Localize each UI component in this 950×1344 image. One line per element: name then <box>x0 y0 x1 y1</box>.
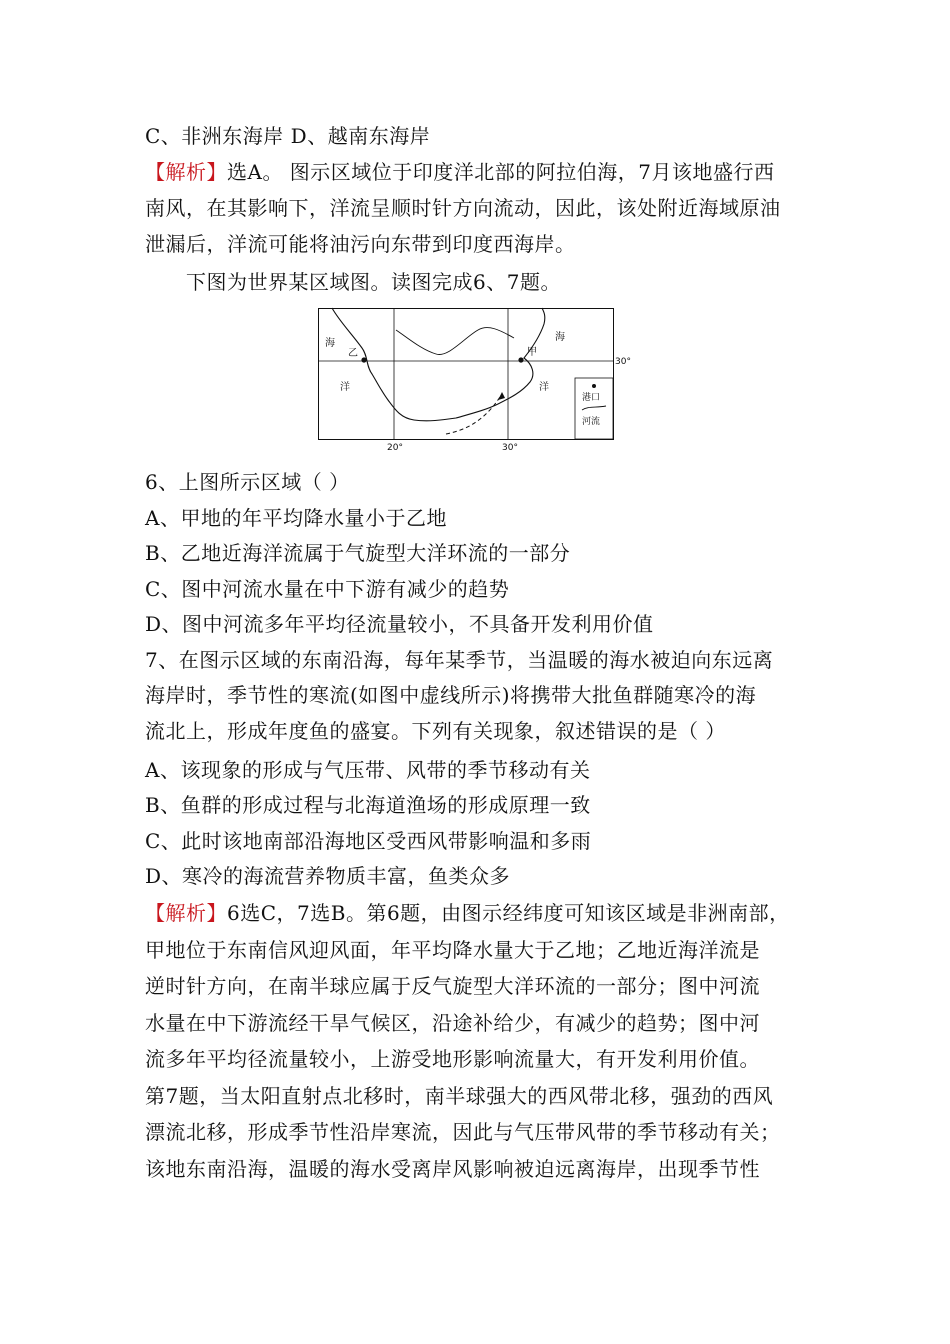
map-intro: 下图为世界某区域图。读图完成6、7题。 <box>186 270 561 294</box>
text-line: 泄漏后，洋流可能将油污向东带到印度西海岸。 <box>145 232 576 256</box>
sea-label-left-1: 海 <box>325 338 335 349</box>
sea-label-left-2: 洋 <box>340 382 350 393</box>
latitude-label: 30° <box>615 357 631 367</box>
option-line: B、鱼群的形成过程与北海道渔场的形成原理一致 <box>145 793 591 817</box>
option-line: C、此时该地南部沿海地区受西风带影响温和多雨 <box>145 829 592 853</box>
longitude-label-20: 20° <box>387 443 403 453</box>
analysis-tag: 【解析】 <box>145 901 227 925</box>
place-jia-label: 甲 <box>527 347 537 358</box>
analysis-tag: 【解析】 <box>145 160 227 184</box>
text-line: 甲地位于东南信风迎风面，年平均降水量大于乙地；乙地近海洋流是 <box>145 938 760 962</box>
text-line: 流多年平均径流量较小，上游受地形影响流量大，有开发利用价值。 <box>145 1047 760 1071</box>
cold-current <box>446 394 502 434</box>
region-map <box>318 308 631 453</box>
analysis-text: 6选C，7选B。第6题，由图示经纬度可知该区域是非洲南部， <box>227 901 790 925</box>
longitude-label-30: 30° <box>502 443 518 453</box>
place-jia-dot <box>518 357 523 362</box>
analysis-line <box>145 895 790 931</box>
option-line: B、乙地近海洋流属于气旋型大洋环流的一部分 <box>145 541 571 565</box>
option-line: A、甲地的年平均降水量小于乙地 <box>145 506 447 530</box>
option-line: A、该现象的形成与气压带、风带的季节移动有关 <box>145 758 591 782</box>
coastline <box>332 308 545 421</box>
sea-label-right-1: 海 <box>555 332 565 343</box>
text-line: 漂流北移，形成季节性沿岸寒流，因此与气压带风带的季节移动有关； <box>145 1120 781 1144</box>
legend-port-dot <box>592 384 596 388</box>
region-map-svg <box>318 308 631 454</box>
option-line: D、图中河流多年平均径流量较小，不具备开发利用价值 <box>145 612 654 636</box>
place-yi-dot <box>361 357 366 362</box>
river <box>396 328 514 355</box>
text-line: 该地东南沿海，温暖的海水受离岸风影响被迫远离海岸，出现季节性 <box>145 1157 760 1181</box>
question-7: 7、在图示区域的东南沿海，每年某季节，当温暖的海水被迫向东远离 <box>145 648 774 672</box>
option-line: C、图中河流水量在中下游有减少的趋势 <box>145 577 510 601</box>
text-line: 海岸时，季节性的寒流(如图中虚线所示)将携带大批鱼群随寒冷的海 <box>145 683 757 707</box>
text-line: 逆时针方向，在南半球应属于反气旋型大洋环流的一部分；图中河流 <box>145 974 760 998</box>
sea-label-right-2: 洋 <box>539 382 549 393</box>
analysis-text: 选A。 图示区域位于印度洋北部的阿拉伯海，7月该地盛行西 <box>227 160 775 184</box>
option-line: C、非洲东海岸 D、越南东海岸 <box>145 124 431 148</box>
place-yi-label: 乙 <box>348 348 358 359</box>
question-6: 6、上图所示区域（ ） <box>145 470 350 494</box>
option-line: D、寒冷的海流营养物质丰富，鱼类众多 <box>145 864 511 888</box>
legend-port-label: 港口 <box>582 393 601 403</box>
legend-river-label: 河流 <box>582 417 601 427</box>
map-frame <box>319 309 614 440</box>
text-line: 水量在中下游流经干旱气候区，沿途补给少，有减少的趋势；图中河 <box>145 1011 760 1035</box>
text-line: 流北上，形成年度鱼的盛宴。下列有关现象，叙述错误的是（ ） <box>145 719 726 743</box>
analysis-line <box>145 154 775 190</box>
current-arrow <box>498 392 505 400</box>
text-line: 第7题，当太阳直射点北移时，南半球强大的西风带北移，强劲的西风 <box>145 1084 774 1108</box>
text-line: 南风，在其影响下，洋流呈顺时针方向流动，因此，该处附近海域原油 <box>145 196 781 220</box>
